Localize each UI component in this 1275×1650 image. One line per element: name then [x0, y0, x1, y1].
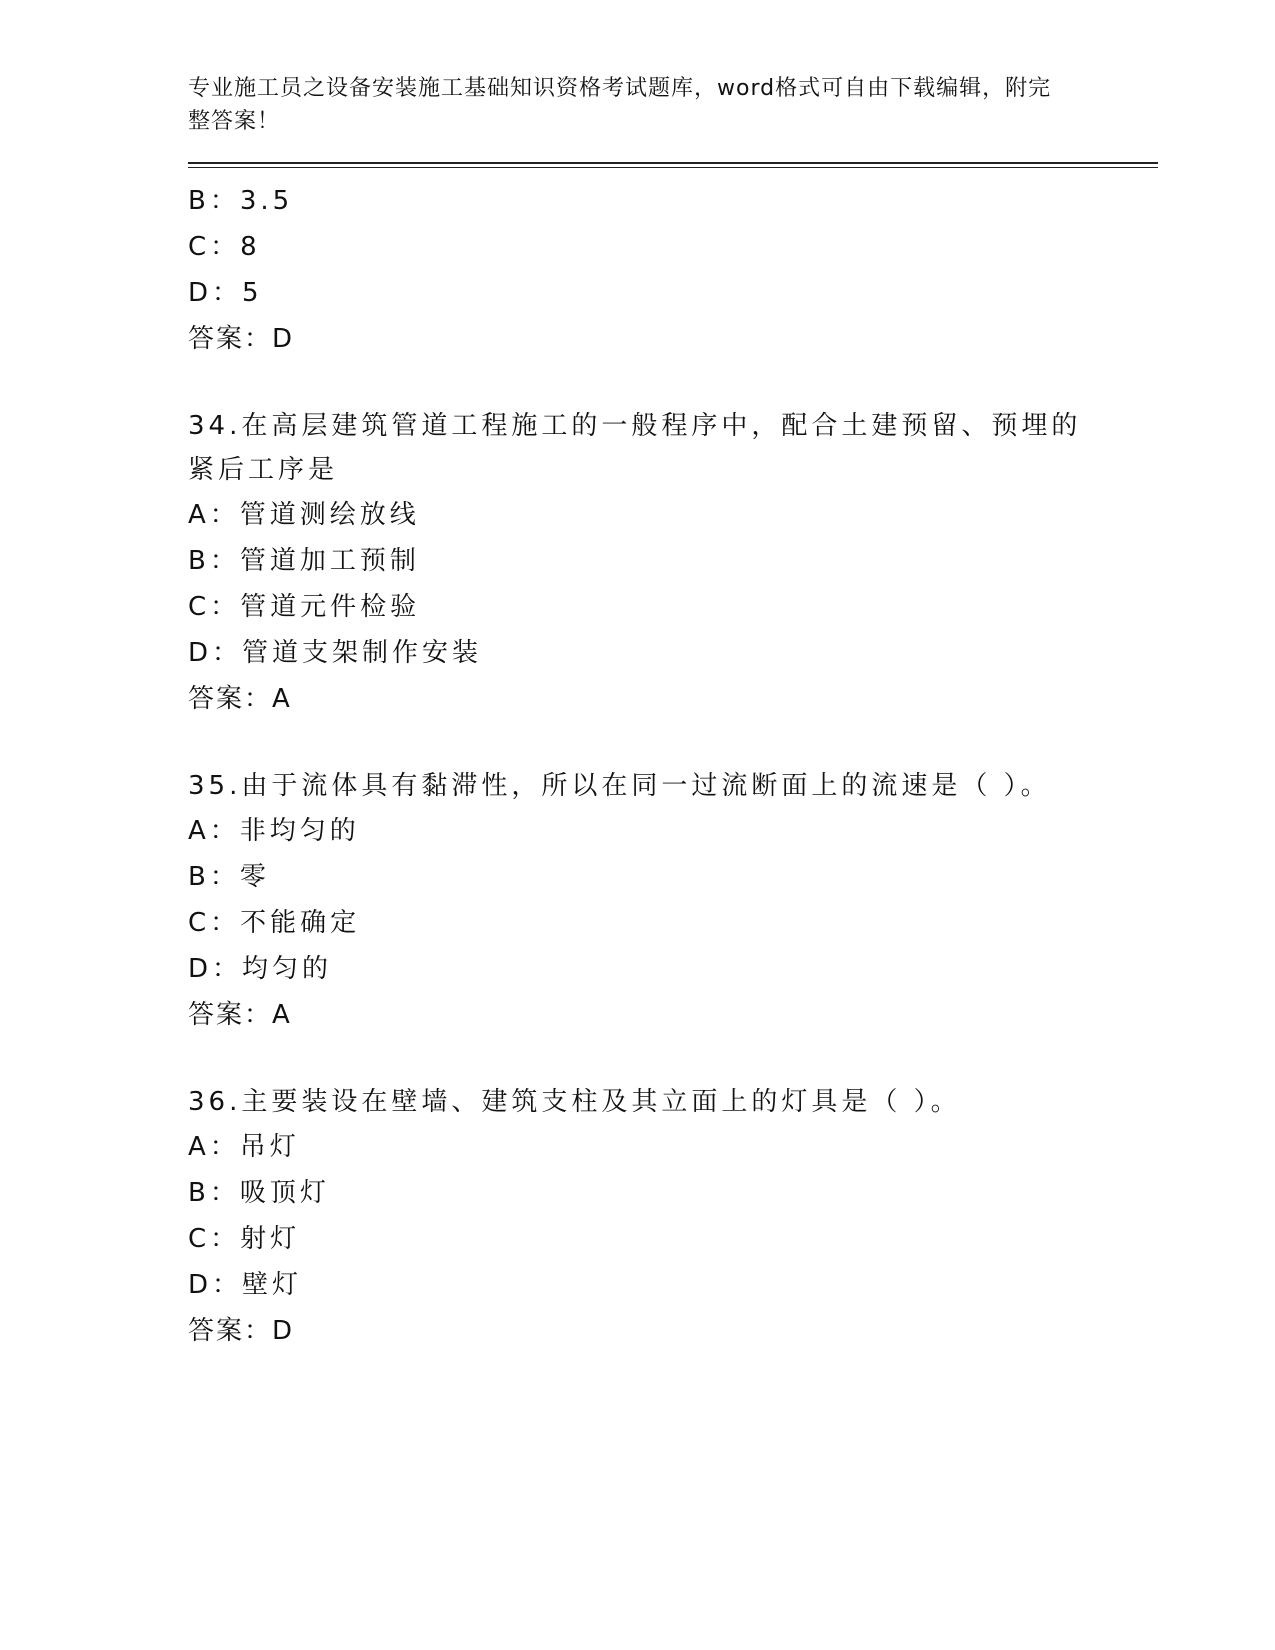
answer-line: 答案：D — [188, 324, 295, 354]
question-block-36 — [188, 1080, 1158, 1354]
question-text: 35.由于流体具有黏滞性，所以在同一过流断面上的流速是（ ）。 — [188, 771, 1051, 801]
question-text: 34.在高层建筑管道工程施工的一般程序中，配合土建预留、预埋的紧后工序是 — [188, 411, 1082, 485]
option-b: B：吸顶灯 — [188, 1178, 330, 1208]
option-b: B：3.5 — [188, 186, 294, 216]
option-a: A：非均匀的 — [188, 816, 360, 846]
option-a: A：吊灯 — [188, 1132, 300, 1162]
option-c: C：不能确定 — [188, 908, 361, 938]
document-content — [188, 178, 1158, 1354]
option-b: B：零 — [188, 862, 270, 892]
question-text: 36.主要装设在壁墙、建筑支柱及其立面上的灯具是（ ）。 — [188, 1087, 961, 1117]
option-d: D：管道支架制作安装 — [188, 638, 483, 668]
option-c: C：射灯 — [188, 1224, 301, 1254]
question-block-33 — [188, 178, 1158, 362]
option-c: C：管道元件检验 — [188, 592, 421, 622]
question-block-35 — [188, 764, 1158, 1038]
question-block-34 — [188, 404, 1158, 722]
document-page — [188, 72, 1158, 1354]
answer-line: 答案：A — [188, 684, 292, 714]
answer-line: 答案：D — [188, 1316, 295, 1346]
option-c: C：8 — [188, 232, 261, 262]
option-d: D：5 — [188, 278, 263, 308]
option-d: D：壁灯 — [188, 1270, 303, 1300]
document-header: 专业施工员之设备安装施工基础知识资格考试题库，word格式可自由下载编辑，附完整答案！ — [188, 76, 1052, 134]
option-b: B：管道加工预制 — [188, 546, 420, 576]
option-d: D：均匀的 — [188, 954, 333, 984]
option-a: A：管道测绘放线 — [188, 500, 420, 530]
answer-line: 答案：A — [188, 1000, 292, 1030]
header-divider — [188, 162, 1158, 168]
